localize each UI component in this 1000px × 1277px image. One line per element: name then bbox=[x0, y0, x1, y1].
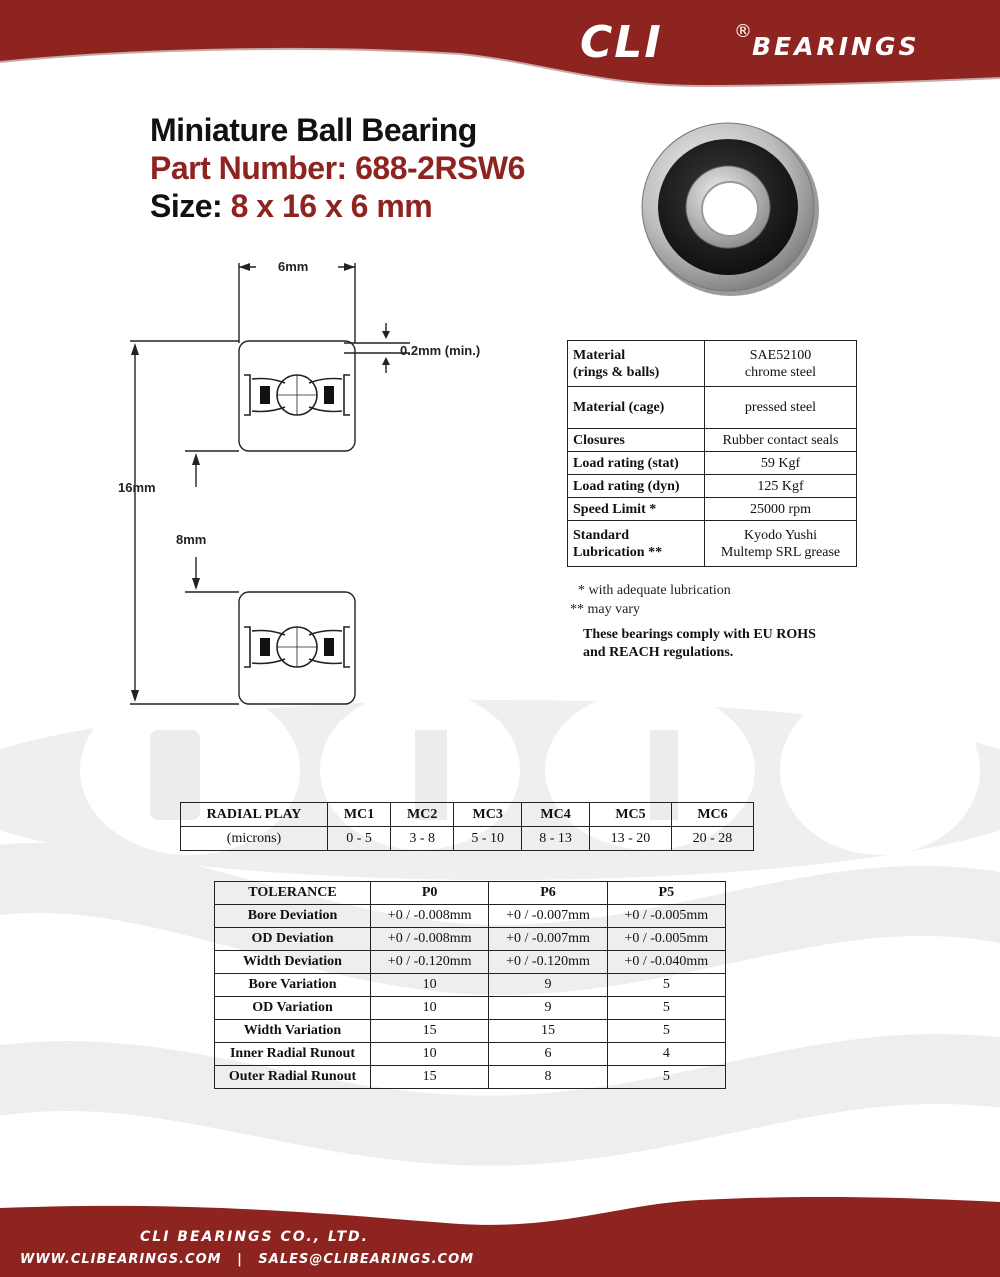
tolerance-cell: +0 / -0.040mm bbox=[607, 951, 725, 974]
logo-bearings-text: BEARINGS bbox=[752, 32, 920, 61]
radial-col-header: MC6 bbox=[671, 803, 753, 827]
spec-value: 59 Kgf bbox=[705, 452, 857, 475]
spec-key-sub: Lubrication ** bbox=[573, 544, 663, 560]
tolerance-cell: +0 / -0.008mm bbox=[371, 905, 489, 928]
spec-row bbox=[568, 452, 857, 475]
tolerance-cell: 10 bbox=[371, 1043, 489, 1066]
size-label: Size: bbox=[150, 188, 223, 224]
spec-value: Kyodo Yushi bbox=[744, 527, 817, 543]
width-dimension-label: 6mm bbox=[278, 259, 309, 274]
tolerance-cell: 6 bbox=[489, 1043, 607, 1066]
spec-row bbox=[568, 429, 857, 452]
footer-separator: | bbox=[237, 1252, 243, 1267]
spec-key: Closures bbox=[568, 429, 705, 452]
radial-value: 0 - 5 bbox=[328, 827, 391, 851]
note-may-vary: ** may vary bbox=[570, 602, 640, 617]
tolerance-row bbox=[215, 1066, 726, 1089]
tolerance-cell: 5 bbox=[607, 1066, 725, 1089]
radial-value-row bbox=[181, 827, 754, 851]
spec-key: Speed Limit * bbox=[568, 498, 705, 521]
spec-value: SAE52100 bbox=[749, 347, 812, 363]
size-value: 8 x 16 x 6 mm bbox=[222, 188, 433, 224]
outer-diameter-label: 16mm bbox=[118, 480, 156, 495]
spec-row bbox=[568, 521, 857, 567]
spec-value: 125 Kgf bbox=[705, 475, 857, 498]
tolerance-header-row bbox=[215, 882, 726, 905]
tolerance-cell: +0 / -0.005mm bbox=[607, 928, 725, 951]
radial-value: 13 - 20 bbox=[590, 827, 672, 851]
bearing-photo bbox=[636, 115, 822, 301]
tolerance-row-label: Width Variation bbox=[215, 1020, 371, 1043]
footer-contact bbox=[20, 1252, 474, 1267]
tolerance-cell: 10 bbox=[371, 997, 489, 1020]
radial-col-header: MC5 bbox=[590, 803, 672, 827]
tolerance-row-label: Bore Deviation bbox=[215, 905, 371, 928]
radial-col-header: MC4 bbox=[522, 803, 590, 827]
tolerance-row-label: Bore Variation bbox=[215, 974, 371, 997]
radial-play-header: RADIAL PLAY bbox=[181, 803, 328, 827]
part-number: Part Number: 688-2RSW6 bbox=[150, 150, 525, 186]
chamfer-dimension-label: 0.2mm (min.) bbox=[400, 343, 481, 358]
compliance-note bbox=[583, 626, 816, 662]
spec-key: Material (cage) bbox=[568, 387, 705, 429]
radial-value: 20 - 28 bbox=[671, 827, 753, 851]
tolerance-cell: 8 bbox=[489, 1066, 607, 1089]
tolerance-row-label: OD Variation bbox=[215, 997, 371, 1020]
radial-value: 8 - 13 bbox=[522, 827, 590, 851]
product-title: Miniature Ball Bearing bbox=[150, 112, 477, 148]
spec-key: Load rating (dyn) bbox=[568, 475, 705, 498]
spec-row bbox=[568, 498, 857, 521]
radial-col-header: MC3 bbox=[454, 803, 522, 827]
tolerance-row bbox=[215, 1020, 726, 1043]
radial-col-header: MC1 bbox=[328, 803, 391, 827]
tolerance-cell: 5 bbox=[607, 974, 725, 997]
tolerance-col-header: P6 bbox=[489, 882, 607, 905]
spec-key-sub: (rings & balls) bbox=[573, 364, 660, 380]
tolerance-cell: 15 bbox=[371, 1066, 489, 1089]
radial-header-row bbox=[181, 803, 754, 827]
spec-value: pressed steel bbox=[705, 387, 857, 429]
radial-value: 3 - 8 bbox=[391, 827, 454, 851]
spec-row bbox=[568, 475, 857, 498]
compliance-line-1: These bearings comply with EU ROHS bbox=[583, 627, 816, 642]
tolerance-cell: 5 bbox=[607, 1020, 725, 1043]
tolerance-row bbox=[215, 928, 726, 951]
logo-cli-text: CLI bbox=[580, 17, 663, 68]
tolerance-cell: 9 bbox=[489, 997, 607, 1020]
tolerance-col-header: P5 bbox=[607, 882, 725, 905]
spec-value: Rubber contact seals bbox=[705, 429, 857, 452]
logo-registered-mark: ® bbox=[734, 21, 752, 42]
tolerance-row bbox=[215, 951, 726, 974]
spec-value: 25000 rpm bbox=[705, 498, 857, 521]
radial-value: 5 - 10 bbox=[454, 827, 522, 851]
tolerance-cell: 9 bbox=[489, 974, 607, 997]
tolerance-cell: +0 / -0.008mm bbox=[371, 928, 489, 951]
tolerance-row bbox=[215, 905, 726, 928]
tolerance-cell: +0 / -0.007mm bbox=[489, 928, 607, 951]
spec-row bbox=[568, 341, 857, 387]
tolerance-cell: 5 bbox=[607, 997, 725, 1020]
footer-website-link[interactable]: WWW.CLIBEARINGS.COM bbox=[20, 1252, 222, 1267]
tolerance-row bbox=[215, 997, 726, 1020]
tolerance-row-label: OD Deviation bbox=[215, 928, 371, 951]
tolerance-cell: 15 bbox=[489, 1020, 607, 1043]
radial-col-header: MC2 bbox=[391, 803, 454, 827]
tolerance-header: TOLERANCE bbox=[215, 882, 371, 905]
tolerance-cell: +0 / -0.007mm bbox=[489, 905, 607, 928]
tolerance-cell: 10 bbox=[371, 974, 489, 997]
spec-value-sub: Multemp SRL grease bbox=[720, 544, 841, 560]
spec-value-sub: chrome steel bbox=[744, 364, 817, 380]
footer-company-name: CLI BEARINGS CO., LTD. bbox=[140, 1229, 369, 1245]
tolerance-cell: +0 / -0.120mm bbox=[371, 951, 489, 974]
tolerance-cell: 15 bbox=[371, 1020, 489, 1043]
tolerance-cell: +0 / -0.120mm bbox=[489, 951, 607, 974]
spec-row bbox=[568, 387, 857, 429]
tolerance-col-header: P0 bbox=[371, 882, 489, 905]
spec-table bbox=[567, 340, 857, 567]
tolerance-table bbox=[214, 881, 726, 1089]
radial-unit: (microns) bbox=[181, 827, 328, 851]
tolerance-row-label: Inner Radial Runout bbox=[215, 1043, 371, 1066]
tolerance-row-label: Outer Radial Runout bbox=[215, 1066, 371, 1089]
tolerance-cell: +0 / -0.005mm bbox=[607, 905, 725, 928]
footer-email-link[interactable]: SALES@CLIBEARINGS.COM bbox=[258, 1252, 475, 1267]
spec-key: Standard bbox=[573, 527, 630, 543]
tolerance-row-label: Width Deviation bbox=[215, 951, 371, 974]
tolerance-cell: 4 bbox=[607, 1043, 725, 1066]
size-line bbox=[150, 188, 432, 224]
radial-play-table bbox=[180, 802, 754, 851]
technical-drawing bbox=[120, 255, 420, 715]
note-lubrication: * with adequate lubrication bbox=[578, 583, 731, 598]
spec-key: Load rating (stat) bbox=[568, 452, 705, 475]
tolerance-row bbox=[215, 974, 726, 997]
bore-diameter-label: 8mm bbox=[176, 532, 207, 547]
compliance-line-2: and REACH regulations. bbox=[583, 645, 734, 660]
tolerance-row bbox=[215, 1043, 726, 1066]
spec-key: Material bbox=[573, 347, 626, 363]
